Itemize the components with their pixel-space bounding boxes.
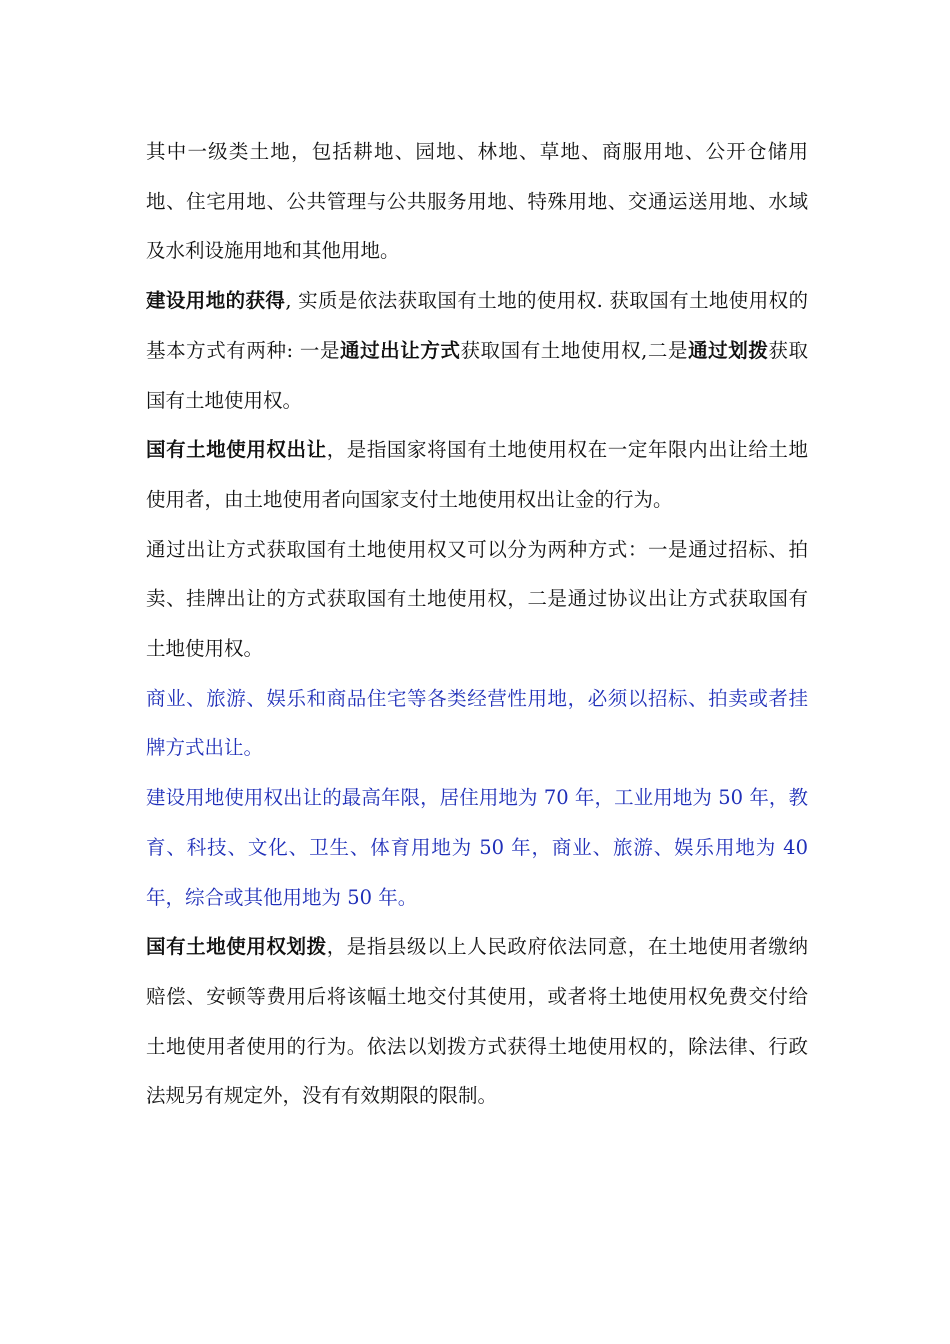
text-run: 建设用地使用权出让的最高年限，居住用地为 70 年，工业用地为 50 年，教育、科技、文化、卫生、体育用地为 50 年，商业、旅游、娱乐用地为 40 年，综合或其他用地为 50 年。 [146,786,808,909]
paragraph-land-allocation-definition [146,922,808,1121]
text-run: 通过出让方式获取国有土地使用权又可以分为两种方式：一是通过招标、拍卖、挂牌出让的方式获取国有土地使用权，二是通过协议出让方式获取国有土地使用权。 [146,537,808,661]
document-body [146,127,808,1121]
text-run: 获取国有土地使用权。 [146,338,808,412]
bold-term: 建设用地的获得 [146,289,286,313]
text-run: ，是指县级以上人民政府依法同意，在土地使用者缴纳赔偿、安顿等费用后将该幅土地交付其使用，或者将土地使用权免费交付给土地使用者使用的行为。依法以划拨方式获得土地使用权的，除法律、行政法规另有规定外，没有有效期限的限制。 [146,935,808,1108]
paragraph-land-categories [146,127,808,276]
bold-term: 国有土地使用权划拨 [146,935,327,959]
bold-term: 国有土地使用权出让 [146,438,327,462]
text-run: 获取国有土地使用权,二是 [460,338,689,362]
bold-term: 通过出让方式 [340,338,461,362]
paragraph-land-transfer-definition [146,425,808,524]
text-run: 商业、旅游、娱乐和商品住宅等各类经营性用地，必须以招标、拍卖或者挂牌方式出让。 [146,686,808,760]
paragraph-construction-land-acquisition [146,276,808,425]
text-run: 其中一级类土地，包括耕地、园地、林地、草地、商服用地、公开仓储用地、住宅用地、公共管理与公共服务用地、特殊用地、交通运送用地、水域及水利设施用地和其他用地。 [146,140,808,263]
paragraph-operating-land-rule [146,674,808,773]
text-run: ，是指国家将国有土地使用权在一定年限内出让给土地使用者，由土地使用者向国家支付土地使用权出让金的行为。 [146,438,808,511]
text-run: , 实质是依法获取国有土地的使用权. 获取国有土地使用权的基本方式有两种: 一是 [146,289,808,362]
paragraph-transfer-methods [146,525,808,674]
bold-term: 通过划拨 [688,338,769,362]
paragraph-max-term-limits [146,773,808,922]
